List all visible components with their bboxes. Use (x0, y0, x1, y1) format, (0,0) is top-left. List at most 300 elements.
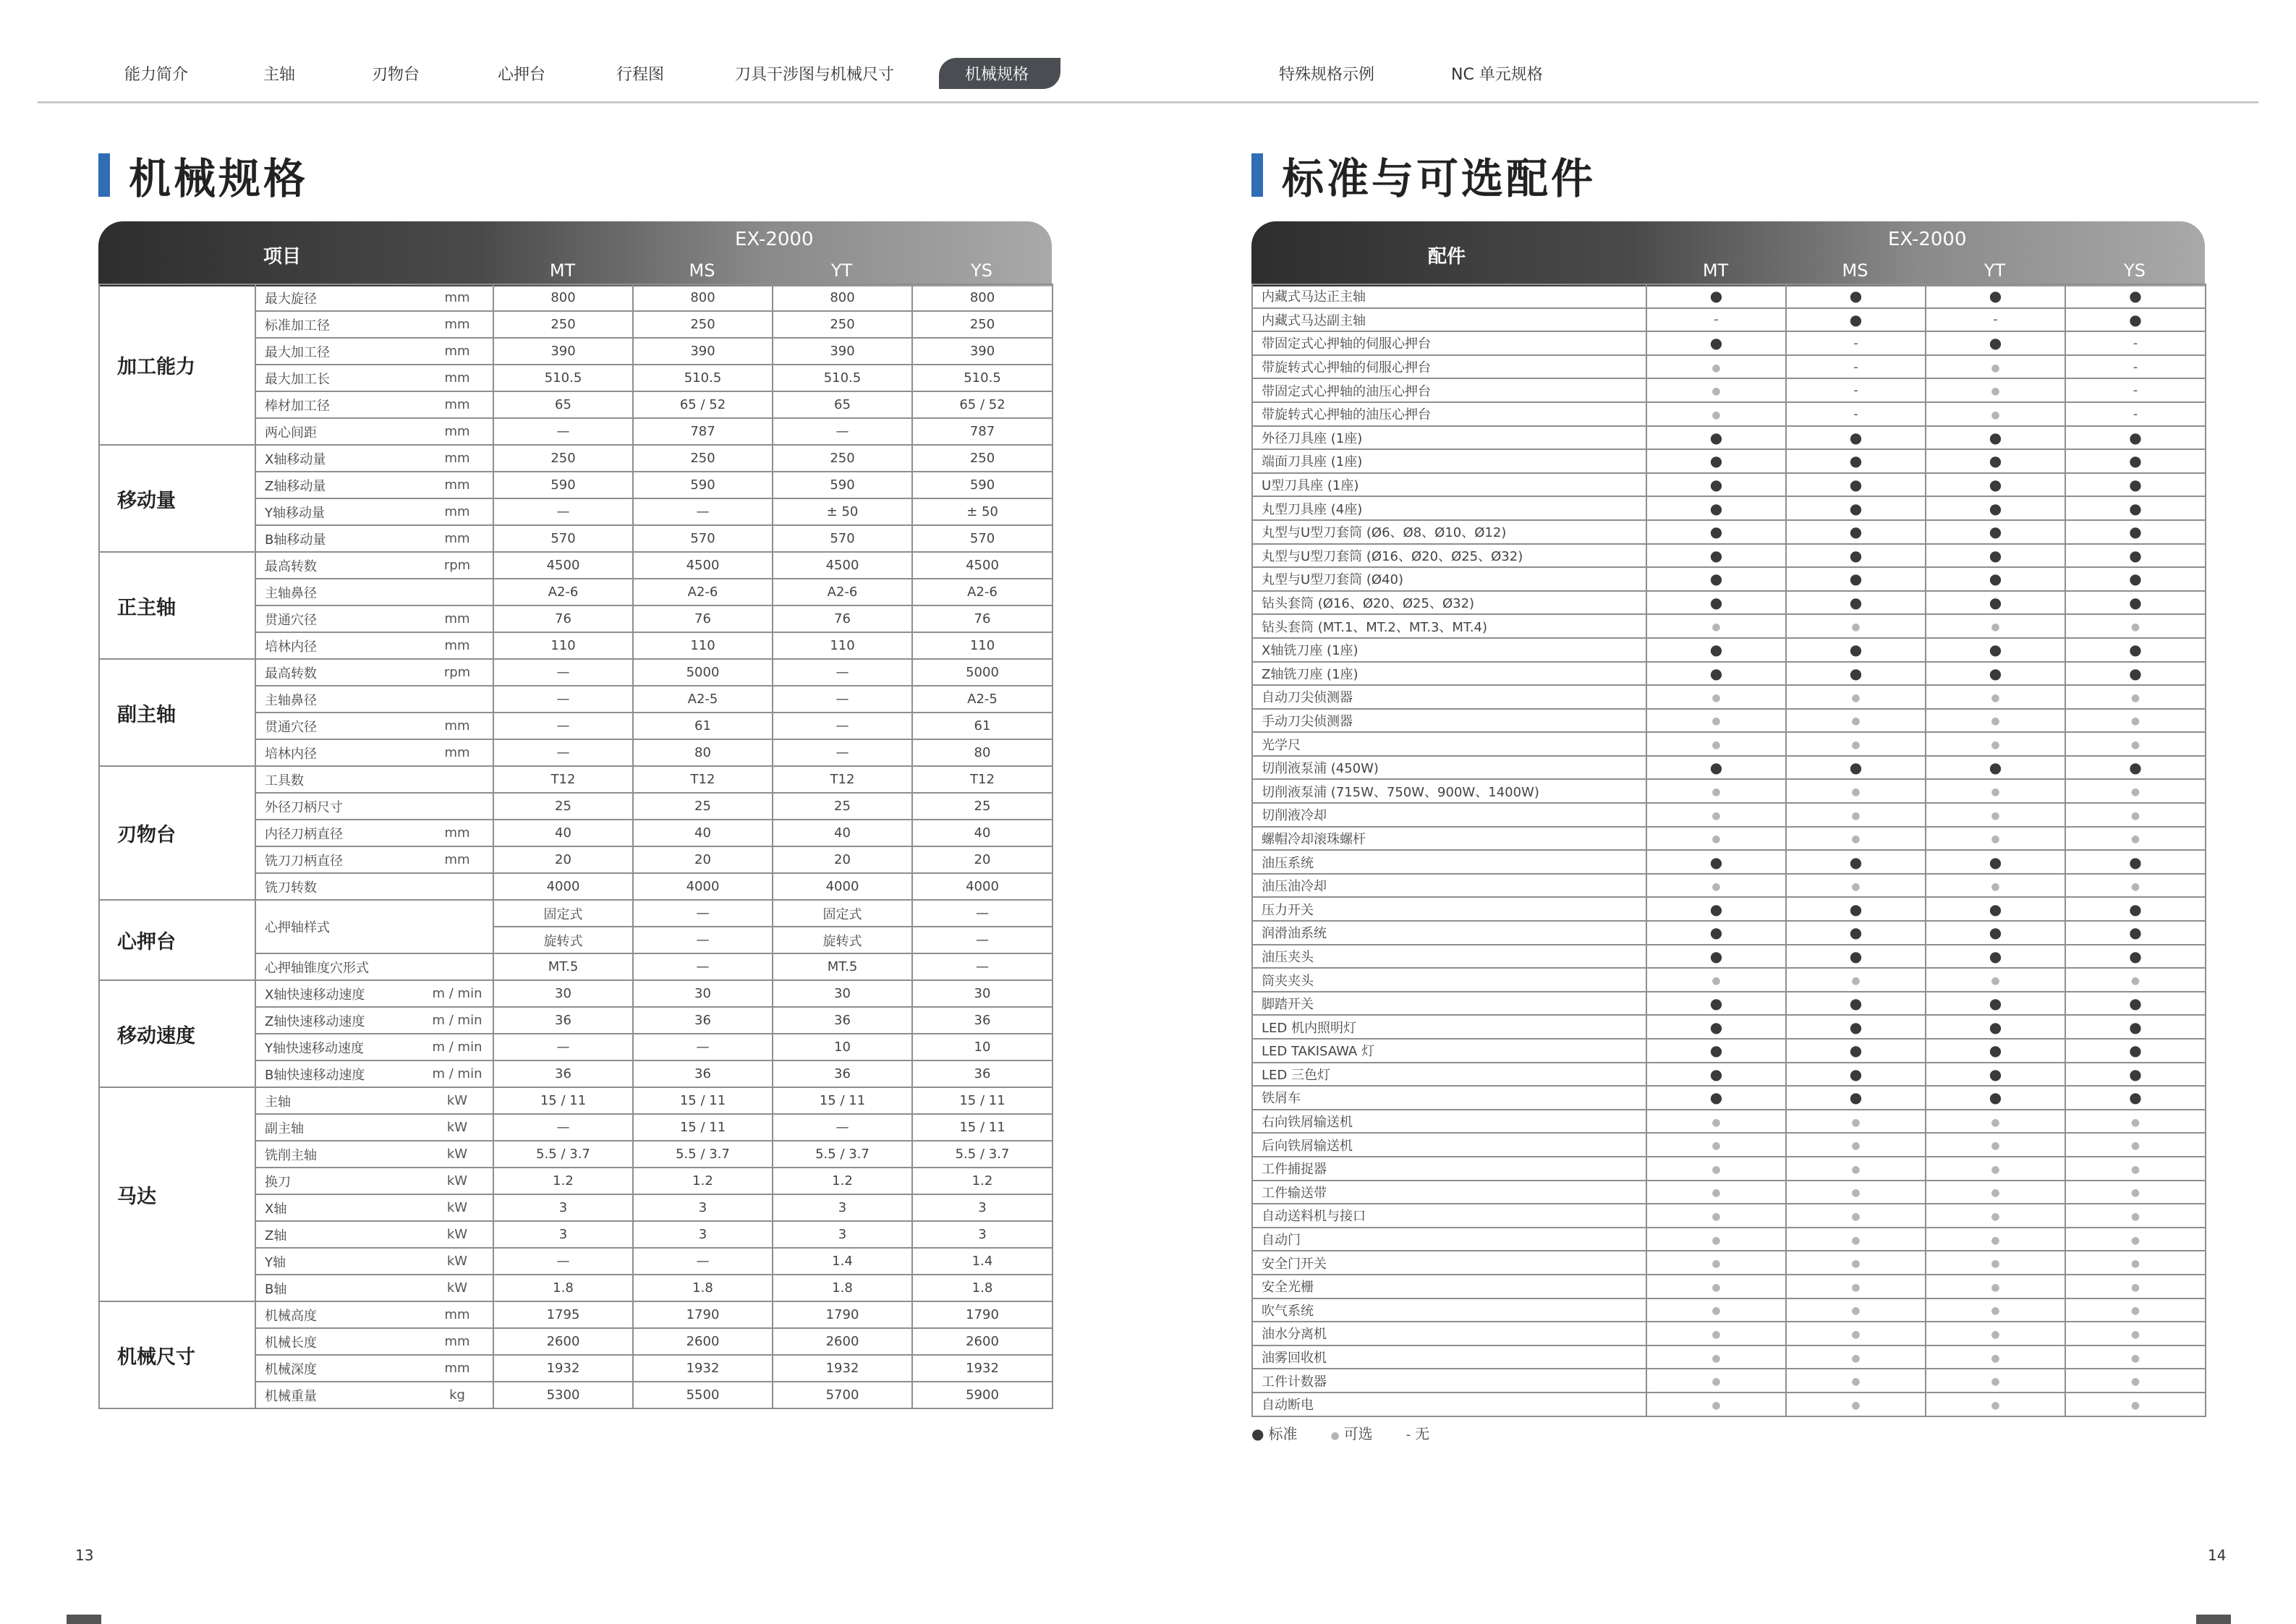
accessory-mark (1786, 992, 1926, 1016)
spec-group-label: 移动量 (99, 445, 255, 552)
standard-dot-icon: ● (2129, 995, 2142, 1013)
spec-value: 2600 (633, 1328, 773, 1355)
standard-dot-icon: ● (1849, 452, 1863, 470)
none-dash-icon: - (1993, 312, 1998, 328)
spec-value: — (633, 1034, 773, 1060)
standard-dot-icon: ● (1989, 428, 2002, 446)
none-dash-icon: - (2133, 335, 2138, 351)
accessory-mark (1786, 1393, 1926, 1416)
accessory-name: 工件输送带 (1252, 1181, 1646, 1204)
spec-value: 1932 (773, 1355, 912, 1382)
spec-row (99, 284, 1053, 311)
accessory-mark (1646, 921, 1786, 945)
accessory-mark (1786, 614, 1926, 638)
spec-value: 1.8 (773, 1275, 912, 1301)
optional-dot-icon: ● (1851, 786, 1861, 799)
accessory-mark (2065, 1275, 2206, 1298)
spec-value: — (493, 739, 633, 766)
accessory-row (1252, 355, 2206, 379)
spec-item: Y轴 (255, 1248, 422, 1275)
spec-value: 25 (912, 793, 1053, 820)
spec-unit: mm (422, 713, 493, 739)
spec-unit (422, 953, 493, 980)
accessory-mark (1926, 567, 2065, 591)
accessory-mark (1646, 1039, 1786, 1063)
spec-value: 4500 (633, 552, 773, 579)
optional-dot-icon: ● (1712, 739, 1721, 752)
spec-value: — (493, 659, 633, 686)
accessory-mark (1926, 1322, 2065, 1345)
standard-dot-icon: ● (1709, 476, 1723, 494)
accessory-mark (1926, 591, 2065, 615)
spec-value: 510.5 (493, 365, 633, 391)
spec-group-label: 正主轴 (99, 552, 255, 659)
spec-group-label: 机械尺寸 (99, 1301, 255, 1408)
spec-value: 15 / 11 (493, 1087, 633, 1114)
spec-value: 250 (633, 311, 773, 338)
spec-value: 5000 (633, 659, 773, 686)
accessory-row (1252, 945, 2206, 969)
spec-value: 固定式 (773, 900, 912, 927)
accessory-mark (1646, 1322, 1786, 1345)
accessory-mark (1786, 1133, 1926, 1157)
optional-dot-icon: ● (1712, 621, 1721, 634)
accessory-mark (1786, 1015, 1926, 1039)
accessory-mark (1646, 1110, 1786, 1134)
spec-value: 4500 (912, 552, 1053, 579)
optional-dot-icon: ● (2130, 1187, 2140, 1199)
accessory-mark (1786, 803, 1926, 827)
accessory-row (1252, 709, 2206, 733)
spec-unit: mm (422, 391, 493, 418)
spec-value: 3 (633, 1194, 773, 1221)
spec-item: 机械重量 (255, 1382, 422, 1408)
accessory-mark (1786, 921, 1926, 945)
spec-value: 110 (493, 632, 633, 659)
standard-dot-icon: ● (2129, 523, 2142, 541)
spec-unit: kW (422, 1168, 493, 1194)
spec-value: T12 (773, 766, 912, 793)
spec-value: ± 50 (912, 498, 1053, 525)
accessory-row (1252, 685, 2206, 709)
spec-item: Z轴快速移动速度 (255, 1007, 422, 1034)
optional-dot-icon: ● (1851, 1163, 1861, 1176)
spec-value: 787 (633, 418, 773, 445)
standard-dot-icon: ● (1709, 1018, 1723, 1036)
standard-dot-icon: ● (1709, 664, 1723, 682)
nav-item-tailstock[interactable]: 心押台 (498, 66, 546, 84)
optional-dot-icon: ● (1991, 1352, 2000, 1364)
accessory-mark (1926, 402, 2065, 426)
spec-item: X轴快速移动速度 (255, 980, 422, 1007)
accessory-mark (1646, 1204, 1786, 1228)
spec-unit: m / min (422, 980, 493, 1007)
accessory-mark (1786, 1086, 1926, 1110)
accessory-row (1252, 921, 2206, 945)
spec-value: 10 (912, 1034, 1053, 1060)
accessory-row (1252, 756, 2206, 780)
spec-item: 最大加工长 (255, 365, 422, 391)
spec-value: 15 / 11 (912, 1087, 1053, 1114)
optional-dot-icon: ● (1712, 1328, 1721, 1340)
accessory-mark (1646, 1063, 1786, 1087)
accessory-mark (2065, 1039, 2206, 1063)
accessory-table-header (1251, 221, 2205, 286)
standard-dot-icon: ● (1709, 570, 1723, 588)
accessory-mark (1646, 473, 1786, 497)
spec-value: 390 (493, 338, 633, 365)
accessory-row (1252, 1393, 2206, 1416)
accessory-row (1252, 331, 2206, 355)
nav-item-travel[interactable]: 行程图 (616, 66, 665, 84)
accessory-mark (1926, 732, 2065, 756)
standard-dot-icon: ● (2129, 1089, 2142, 1107)
optional-dot-icon: ● (1991, 1234, 2000, 1246)
spec-value: 800 (493, 284, 633, 311)
standard-dot-icon: ● (1989, 759, 2002, 777)
standard-dot-icon: ● (1989, 334, 2002, 352)
accessory-mark (1926, 921, 2065, 945)
accessory-mark (1646, 1228, 1786, 1251)
spec-value: 76 (912, 605, 1053, 632)
spec-item: B轴 (255, 1275, 422, 1301)
accessory-mark (1646, 850, 1786, 874)
accessory-mark (2065, 1322, 2206, 1345)
spec-row (99, 1301, 1053, 1328)
optional-dot-icon: ● (1991, 1116, 2000, 1128)
spec-value: 80 (912, 739, 1053, 766)
optional-dot-icon: ● (2130, 1328, 2140, 1340)
spec-row (99, 445, 1053, 472)
spec-value: 4500 (493, 552, 633, 579)
accessory-row (1252, 284, 2206, 308)
spec-value: 590 (633, 472, 773, 498)
spec-value: 2600 (493, 1328, 633, 1355)
optional-dot-icon: ● (1991, 1376, 2000, 1388)
spec-unit: kW (422, 1194, 493, 1221)
none-dash-icon: - (2133, 383, 2138, 399)
spec-value: 65 / 52 (633, 391, 773, 418)
spec-value: 36 (493, 1060, 633, 1087)
spec-unit: mm (422, 605, 493, 632)
accessory-row (1252, 591, 2206, 615)
accessory-mark (1926, 331, 2065, 355)
spec-item: 心押轴样式 (255, 900, 422, 953)
accessory-row (1252, 378, 2206, 402)
nav-item-special-spec[interactable]: 特殊规格示例 (1279, 66, 1375, 84)
accessory-name: 脚踏开关 (1252, 992, 1646, 1016)
spec-value: 3 (912, 1221, 1053, 1248)
spec-unit: kW (422, 1248, 493, 1275)
accessory-mark (1646, 945, 1786, 969)
accessory-name: 丸型刀具座 (4座) (1252, 496, 1646, 520)
spec-value: 30 (773, 980, 912, 1007)
spec-value: 390 (633, 338, 773, 365)
accessory-mark (1786, 1204, 1926, 1228)
accessory-row (1252, 968, 2206, 992)
accessory-mark (1926, 1039, 2065, 1063)
accessory-mark (1786, 473, 1926, 497)
accessory-mark (2065, 662, 2206, 686)
optional-dot-icon: ● (1851, 1281, 1861, 1293)
optional-dot-icon: ● (1851, 1234, 1861, 1246)
optional-dot-icon: ● (1991, 1187, 2000, 1199)
spec-unit: mm (422, 1301, 493, 1328)
accessory-mark (2065, 638, 2206, 662)
optional-dot-icon: ● (2130, 692, 2140, 704)
accessory-mark (1786, 1369, 1926, 1393)
spec-unit (422, 793, 493, 820)
spec-value: 250 (493, 445, 633, 472)
optional-dot-icon: ● (1851, 692, 1861, 704)
accessory-mark (1786, 1110, 1926, 1134)
accessory-name: 油雾回收机 (1252, 1345, 1646, 1369)
accessory-mark (1926, 1133, 2065, 1157)
accessory-name: 端面刀具座 (1座) (1252, 449, 1646, 473)
spec-group-label: 移动速度 (99, 980, 255, 1087)
standard-dot-icon: ● (1849, 1018, 1863, 1036)
spec-value: 5000 (912, 659, 1053, 686)
accessory-mark (1926, 709, 2065, 733)
accessory-row (1252, 662, 2206, 686)
accessory-name: 工件计数器 (1252, 1369, 1646, 1393)
spec-value: 旋转式 (493, 927, 633, 953)
nav-item-machine-spec[interactable]: 机械规格 (939, 58, 1060, 89)
spec-table-header (98, 221, 1052, 286)
spec-row (99, 1087, 1053, 1114)
optional-dot-icon: ● (1712, 1163, 1721, 1176)
spec-unit: mm (422, 311, 493, 338)
accessory-mark (1786, 496, 1926, 520)
accessory-mark (1646, 1133, 1786, 1157)
spec-value: 1.4 (912, 1248, 1053, 1275)
accessory-mark (1786, 779, 1926, 803)
accessory-name: 油水分离机 (1252, 1322, 1646, 1345)
accessory-mark (1646, 1251, 1786, 1275)
accessory-name: 钻头套筒 (MT.1、MT.2、MT.3、MT.4) (1252, 614, 1646, 638)
optional-dot-icon: ● (1851, 1187, 1861, 1199)
optional-dot-icon: ● (1712, 362, 1721, 374)
accessory-row (1252, 1039, 2206, 1063)
accessory-row (1252, 1322, 2206, 1345)
accessory-mark (1926, 355, 2065, 379)
optional-dot-icon: ● (1712, 1140, 1721, 1152)
accessory-name: 自动门 (1252, 1228, 1646, 1251)
standard-dot-icon: ● (2129, 452, 2142, 470)
spec-value: — (493, 713, 633, 739)
spec-value: 4000 (912, 873, 1053, 900)
spec-unit: kW (422, 1275, 493, 1301)
optional-dot-icon: ● (1991, 1399, 2000, 1411)
standard-dot-icon: ● (1989, 570, 2002, 588)
spec-value: — (633, 927, 773, 953)
optional-dot-icon: ● (2130, 621, 2140, 634)
spec-value: 固定式 (493, 900, 633, 927)
accessory-mark (1926, 1369, 2065, 1393)
optional-dot-icon: ● (1712, 1399, 1721, 1411)
spec-item: 主轴鼻径 (255, 686, 422, 713)
legend-optional (1330, 1422, 1372, 1443)
accessory-row (1252, 732, 2206, 756)
spec-item: 最高转数 (255, 552, 422, 579)
spec-value: 3 (773, 1221, 912, 1248)
optional-dot-icon: ● (2130, 1352, 2140, 1364)
accessory-mark (1926, 473, 2065, 497)
page-tab-right (2196, 1615, 2231, 1624)
accessory-row (1252, 308, 2206, 332)
optional-dot-icon: ● (1712, 1281, 1721, 1293)
spec-item: 机械长度 (255, 1328, 422, 1355)
spec-header-variant: YT (830, 260, 853, 281)
accessory-mark (1646, 355, 1786, 379)
accessory-mark (2065, 1157, 2206, 1181)
spec-table-body (99, 284, 1053, 1408)
standard-dot-icon: ● (2129, 546, 2142, 564)
accessory-mark (2065, 449, 2206, 473)
accessory-mark (2065, 874, 2206, 898)
accessory-mark (1926, 1015, 2065, 1039)
spec-item: 内径刀柄直径 (255, 820, 422, 846)
accessory-mark (1646, 1015, 1786, 1039)
spec-value: 1.8 (912, 1275, 1053, 1301)
spec-value: 3 (493, 1221, 633, 1248)
spec-value: 3 (773, 1194, 912, 1221)
spec-unit: mm (422, 498, 493, 525)
standard-dot-icon: ● (1849, 428, 1863, 446)
standard-dot-icon: ● (2129, 900, 2142, 918)
accessory-name: 切削液泵浦 (715W、750W、900W、1400W) (1252, 779, 1646, 803)
standard-dot-icon: ● (1989, 641, 2002, 659)
accessory-mark (1786, 732, 1926, 756)
spec-unit: mm (422, 525, 493, 552)
spec-value: 800 (773, 284, 912, 311)
accessory-name: 安全光栅 (1252, 1275, 1646, 1298)
nav-item-interference[interactable]: 刀具干涉图与机械尺寸 (735, 66, 895, 84)
standard-dot-icon: ● (1849, 924, 1863, 942)
standard-dot-icon: ● (1989, 594, 2002, 612)
accessory-mark (1926, 968, 2065, 992)
nav-item-turret[interactable]: 刃物台 (372, 66, 420, 84)
standard-dot-icon: ● (1849, 594, 1863, 612)
nav-item-ability[interactable]: 能力简介 (124, 66, 189, 84)
spec-value: 76 (633, 605, 773, 632)
spec-value: 1.2 (633, 1168, 773, 1194)
title-accent-bar (1251, 153, 1263, 197)
standard-dot-icon: ● (1989, 947, 2002, 965)
spec-value: 570 (633, 525, 773, 552)
accessory-row (1252, 1133, 2206, 1157)
accessory-mark (1926, 803, 2065, 827)
legend-optional-label: 可选 (1343, 1425, 1373, 1442)
none-dash-icon: - (2133, 359, 2138, 375)
optional-dot-icon: ● (2130, 1258, 2140, 1270)
spec-row (99, 766, 1053, 793)
accessory-name: 带旋转式心押轴的油压心押台 (1252, 402, 1646, 426)
accessory-name: 切削液泵浦 (450W) (1252, 756, 1646, 780)
accessory-mark (1646, 496, 1786, 520)
accessory-mark (2065, 1063, 2206, 1087)
accessory-name: 切削液冷却 (1252, 803, 1646, 827)
accessory-mark (1786, 449, 1926, 473)
spec-value: — (633, 498, 773, 525)
spec-value: 5900 (912, 1382, 1053, 1408)
accessory-mark (1926, 1228, 2065, 1251)
accessory-row (1252, 1251, 2206, 1275)
accessory-mark (1646, 732, 1786, 756)
left-section-title (98, 152, 309, 203)
accessory-mark (1646, 779, 1786, 803)
optional-dot-icon: ● (1991, 833, 2000, 846)
standard-dot-icon: ● (2129, 476, 2142, 494)
accessory-name: X轴铣刀座 (1座) (1252, 638, 1646, 662)
standard-dot-icon: ● (1709, 428, 1723, 446)
spec-item: 最大加工径 (255, 338, 422, 365)
accessory-mark (1926, 1251, 2065, 1275)
spec-value: 36 (912, 1007, 1053, 1034)
standard-dot-icon: ● (2129, 947, 2142, 965)
accessory-mark (1786, 1345, 1926, 1369)
accessory-mark (1646, 378, 1786, 402)
optional-dot-icon: ● (1991, 692, 2000, 704)
accessory-row (1252, 1063, 2206, 1087)
standard-dot-icon: ● (1849, 641, 1863, 659)
accessory-mark (1926, 779, 2065, 803)
accessory-mark (1646, 1393, 1786, 1416)
accessory-name: 铁屑车 (1252, 1086, 1646, 1110)
spec-value: 3 (912, 1194, 1053, 1221)
nav-item-spindle[interactable]: 主轴 (263, 66, 296, 84)
spec-unit: mm (422, 846, 493, 873)
legend-standard-label: 标准 (1268, 1425, 1298, 1442)
optional-dot-icon: ● (1712, 1352, 1721, 1364)
spec-value: 旋转式 (773, 927, 912, 953)
accessory-mark (2065, 685, 2206, 709)
spec-value: A2-6 (633, 579, 773, 605)
accessory-mark (1786, 638, 1926, 662)
spec-item: Y轴移动量 (255, 498, 422, 525)
standard-dot-icon: ● (1709, 287, 1723, 305)
spec-unit: rpm (422, 552, 493, 579)
accessory-mark (1646, 544, 1786, 568)
accessory-mark (1646, 1157, 1786, 1181)
standard-dot-icon: ● (2129, 428, 2142, 446)
accessory-name: 钻头套筒 (Ø16、Ø20、Ø25、Ø32) (1252, 591, 1646, 615)
nav-item-nc-spec[interactable]: NC 单元规格 (1451, 66, 1543, 84)
optional-dot-icon: ● (2130, 1163, 2140, 1176)
standard-dot-icon: ● (1709, 334, 1723, 352)
spec-item: 铣刀转数 (255, 873, 422, 900)
accessory-mark (1926, 308, 2065, 332)
accessory-name: 内藏式马达副主轴 (1252, 308, 1646, 332)
standard-dot-icon: ● (1849, 664, 1863, 682)
spec-unit: mm (422, 338, 493, 365)
accessory-mark (1646, 709, 1786, 733)
accessory-mark (1786, 662, 1926, 686)
spec-unit: kW (422, 1087, 493, 1114)
spec-unit: mm (422, 739, 493, 766)
spec-item: 培林内径 (255, 632, 422, 659)
spec-unit: mm (422, 445, 493, 472)
spec-value: 36 (493, 1007, 633, 1034)
accessory-mark (1646, 284, 1786, 308)
accessory-name: U型刀具座 (1座) (1252, 473, 1646, 497)
spec-value: 5.5 / 3.7 (773, 1141, 912, 1168)
spec-value: 250 (493, 311, 633, 338)
spec-value: 800 (633, 284, 773, 311)
spec-group-label: 加工能力 (99, 284, 255, 445)
spec-value: T12 (493, 766, 633, 793)
spec-unit: m / min (422, 1034, 493, 1060)
